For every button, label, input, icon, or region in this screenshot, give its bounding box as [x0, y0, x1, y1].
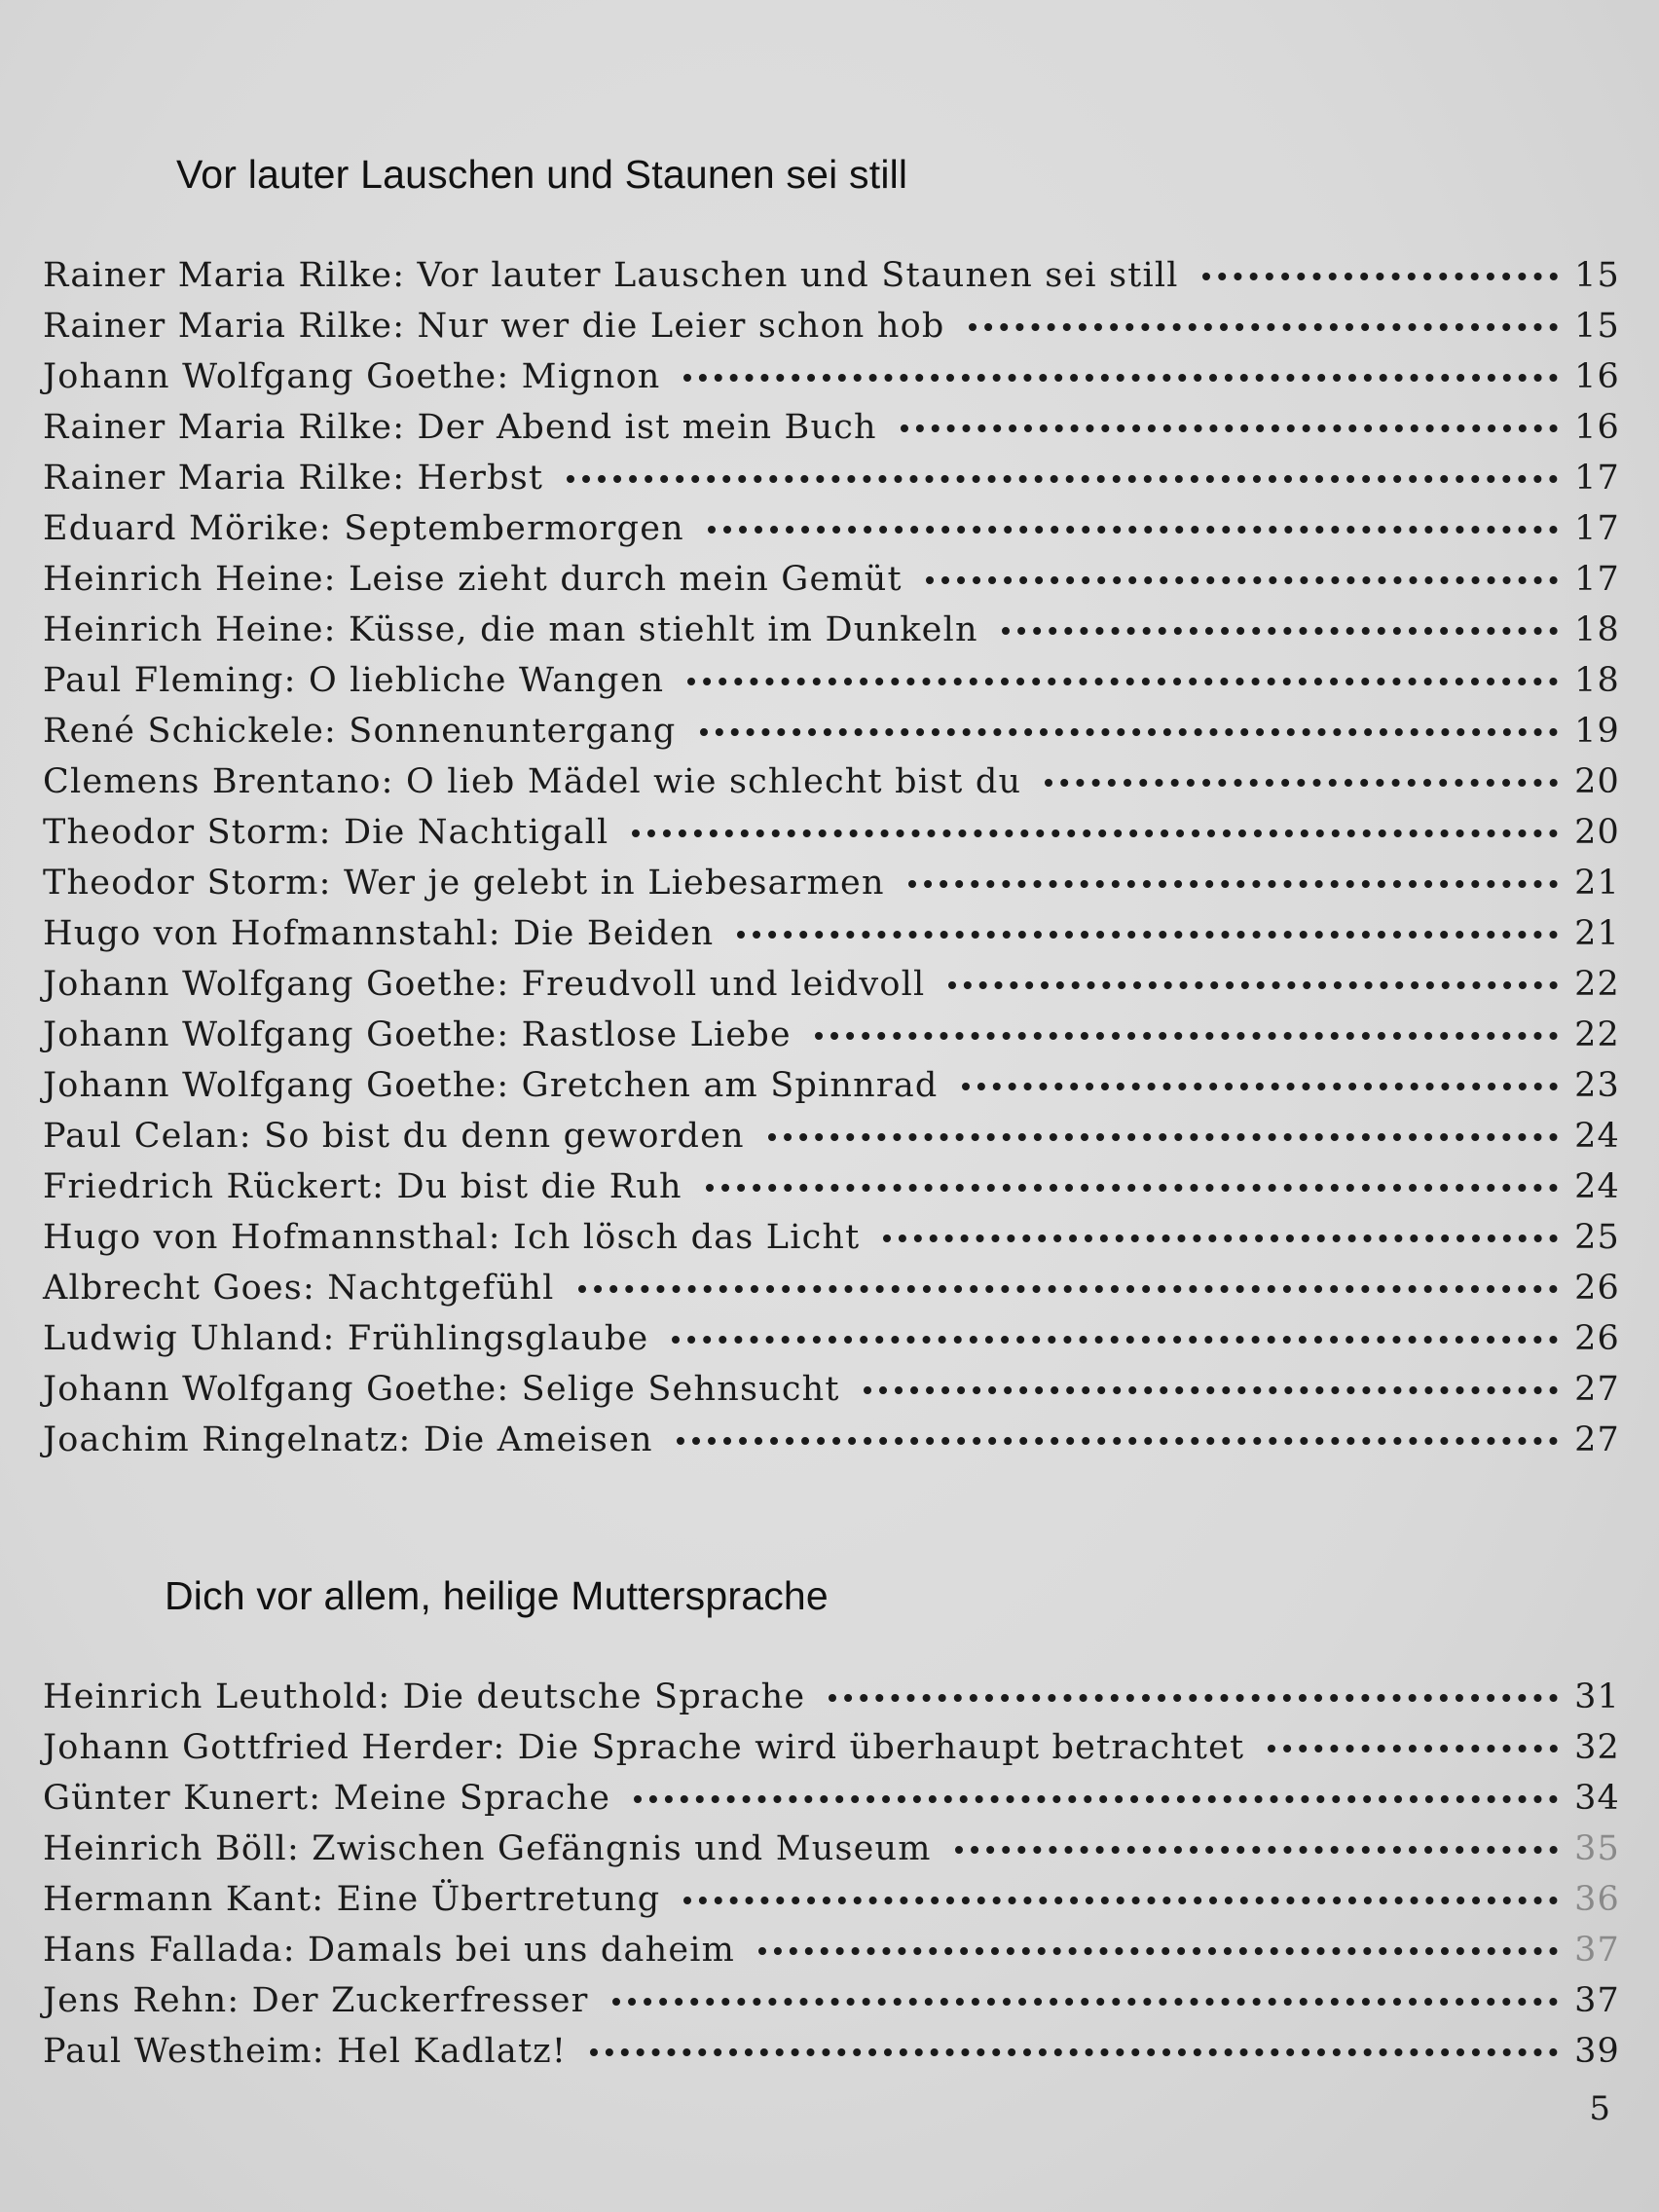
toc-entry	[43, 1167, 1620, 1218]
toc-entry	[43, 560, 1620, 610]
entry-title: Joachim Ringelnatz: Die Ameisen	[43, 1420, 653, 1459]
dot-leader	[768, 1133, 1558, 1141]
entry-page-number: 20	[1574, 813, 1620, 852]
toc-entry	[43, 1066, 1620, 1117]
toc-entry	[43, 256, 1620, 307]
entry-page-number: 35	[1574, 1829, 1620, 1868]
entry-page-number: 17	[1574, 560, 1620, 599]
dot-leader	[590, 2048, 1558, 2056]
entry-title: Theodor Storm: Wer je gelebt in Liebesarmen	[43, 864, 885, 903]
toc-entry	[43, 1420, 1620, 1471]
entry-title: Theodor Storm: Die Nachtigall	[43, 813, 609, 852]
entry-title: Rainer Maria Rilke: Herbst	[43, 459, 544, 498]
toc-entry	[43, 1880, 1620, 1931]
entry-page-number: 26	[1574, 1319, 1620, 1358]
entry-title: Clemens Brentano: O lieb Mädel wie schlecht bist du	[43, 762, 1022, 801]
toc-entry	[43, 1829, 1620, 1880]
toc-entry	[43, 712, 1620, 762]
dot-leader	[634, 1795, 1558, 1803]
dot-leader	[672, 1336, 1558, 1344]
dot-leader	[901, 424, 1558, 432]
entry-title: Ludwig Uhland: Frühlingsglaube	[43, 1319, 649, 1358]
toc-entry	[43, 1779, 1620, 1829]
entry-page-number: 39	[1574, 2032, 1620, 2071]
entry-title: Hugo von Hofmannsthal: Ich lösch das Licht	[43, 1218, 861, 1257]
entry-title: Heinrich Heine: Küsse, die man stiehlt im Dunkeln	[43, 610, 978, 649]
toc-entry	[43, 1677, 1620, 1728]
toc-entry	[43, 1015, 1620, 1066]
entry-title: Hermann Kant: Eine Übertretung	[43, 1880, 661, 1919]
entry-title: Johann Wolfgang Goethe: Rastlose Liebe	[43, 1015, 792, 1054]
toc-entry	[43, 307, 1620, 357]
entry-title: Johann Wolfgang Goethe: Selige Sehnsucht	[43, 1370, 840, 1409]
entry-page-number: 19	[1574, 712, 1620, 751]
entry-title: René Schickele: Sonnenuntergang	[43, 712, 677, 751]
toc-entry	[43, 661, 1620, 712]
dot-leader	[708, 526, 1558, 534]
dot-leader	[1268, 1745, 1558, 1752]
entry-page-number: 17	[1574, 509, 1620, 548]
entry-title: Heinrich Heine: Leise zieht durch mein Gemüt	[43, 560, 903, 599]
dot-leader	[706, 1184, 1558, 1192]
toc-entry	[43, 357, 1620, 408]
entry-page-number: 16	[1574, 357, 1620, 396]
toc-entry	[43, 864, 1620, 914]
dot-leader	[737, 931, 1558, 939]
dot-leader	[829, 1694, 1558, 1702]
section-title: Vor lauter Lauschen und Staunen sei still	[176, 152, 908, 197]
entry-title: Günter Kunert: Meine Sprache	[43, 1779, 611, 1818]
entry-page-number: 37	[1574, 1931, 1620, 1970]
section-title: Dich vor allem, heilige Muttersprache	[165, 1573, 829, 1618]
toc-entry	[43, 509, 1620, 560]
dot-leader	[948, 981, 1558, 989]
toc-entry	[43, 1981, 1620, 2032]
toc-entry	[43, 1269, 1620, 1319]
toc-entry	[43, 813, 1620, 864]
dot-leader	[969, 323, 1559, 331]
dot-leader	[1045, 779, 1558, 787]
entry-page-number: 36	[1574, 1880, 1620, 1919]
dot-leader	[883, 1235, 1558, 1242]
dot-leader	[908, 880, 1558, 888]
entry-title: Rainer Maria Rilke: Vor lauter Lauschen und Staunen sei still	[43, 256, 1179, 295]
toc-list	[43, 1677, 1620, 2083]
dot-leader	[632, 830, 1558, 837]
entry-page-number: 27	[1574, 1370, 1620, 1409]
toc-entry	[43, 914, 1620, 965]
entry-page-number: 18	[1574, 661, 1620, 700]
dot-leader	[567, 475, 1558, 483]
dot-leader	[578, 1285, 1558, 1293]
entry-title: Hugo von Hofmannstahl: Die Beiden	[43, 914, 715, 953]
entry-title: Friedrich Rückert: Du bist die Ruh	[43, 1167, 682, 1206]
entry-page-number: 18	[1574, 610, 1620, 649]
toc-entry	[43, 2032, 1620, 2083]
toc-entry	[43, 459, 1620, 509]
entry-page-number: 15	[1574, 307, 1620, 346]
entry-page-number: 37	[1574, 1981, 1620, 2020]
entry-page-number: 20	[1574, 762, 1620, 801]
entry-title: Heinrich Leuthold: Die deutsche Sprache	[43, 1677, 806, 1716]
dot-leader	[1202, 273, 1558, 280]
dot-leader	[1002, 627, 1558, 635]
entry-title: Heinrich Böll: Zwischen Gefängnis und Museum	[43, 1829, 932, 1868]
entry-page-number: 31	[1574, 1677, 1620, 1716]
toc-entry	[43, 1117, 1620, 1167]
dot-leader	[677, 1437, 1558, 1445]
toc-entry	[43, 1218, 1620, 1269]
toc-entry	[43, 1370, 1620, 1420]
toc-entry	[43, 965, 1620, 1015]
entry-page-number: 24	[1574, 1117, 1620, 1156]
entry-title: Albrecht Goes: Nachtgefühl	[43, 1269, 555, 1308]
entry-title: Johann Gottfried Herder: Die Sprache wird überhaupt betrachtet	[43, 1728, 1245, 1767]
entry-page-number: 16	[1574, 408, 1620, 447]
toc-entry	[43, 1319, 1620, 1370]
toc-section	[43, 152, 1620, 1471]
entry-title: Rainer Maria Rilke: Der Abend ist mein Buch	[43, 408, 877, 447]
entry-title: Paul Fleming: O liebliche Wangen	[43, 661, 665, 700]
entry-title: Johann Wolfgang Goethe: Mignon	[43, 357, 661, 396]
entry-page-number: 26	[1574, 1269, 1620, 1308]
entry-title: Johann Wolfgang Goethe: Gretchen am Spinnrad	[43, 1066, 939, 1105]
entry-page-number: 22	[1574, 1015, 1620, 1054]
dot-leader	[758, 1947, 1558, 1955]
entry-page-number: 27	[1574, 1420, 1620, 1459]
entry-page-number: 34	[1574, 1779, 1620, 1818]
toc-entry	[43, 1728, 1620, 1779]
dot-leader	[864, 1386, 1558, 1394]
dot-leader	[687, 678, 1558, 685]
entry-title: Rainer Maria Rilke: Nur wer die Leier schon hob	[43, 307, 945, 346]
entry-page-number: 22	[1574, 965, 1620, 1004]
toc-entry	[43, 408, 1620, 459]
entry-page-number: 24	[1574, 1167, 1620, 1206]
dot-leader	[612, 1998, 1558, 2006]
dot-leader	[962, 1083, 1559, 1090]
toc-entry	[43, 1931, 1620, 1981]
dot-leader	[815, 1032, 1558, 1040]
entry-title: Paul Westheim: Hel Kadlatz!	[43, 2032, 568, 2071]
toc-list	[43, 256, 1620, 1471]
dot-leader	[955, 1846, 1558, 1854]
dot-leader	[700, 728, 1558, 736]
entry-title: Eduard Mörike: Septembermorgen	[43, 509, 684, 548]
dot-leader	[926, 576, 1558, 584]
dot-leader	[683, 1897, 1558, 1904]
entry-page-number: 21	[1574, 914, 1620, 953]
entry-title: Hans Fallada: Damals bei uns daheim	[43, 1931, 736, 1970]
folio-page-number: 5	[1589, 2089, 1610, 2128]
entry-title: Paul Celan: So bist du denn geworden	[43, 1117, 745, 1156]
entry-page-number: 21	[1574, 864, 1620, 903]
entry-page-number: 17	[1574, 459, 1620, 498]
dot-leader	[683, 374, 1558, 382]
entry-page-number: 32	[1574, 1728, 1620, 1767]
toc-section	[43, 1573, 1620, 2083]
entry-page-number: 15	[1574, 256, 1620, 295]
entry-page-number: 25	[1574, 1218, 1620, 1257]
entry-page-number: 23	[1574, 1066, 1620, 1105]
toc-entry	[43, 610, 1620, 661]
toc-entry	[43, 762, 1620, 813]
entry-title: Johann Wolfgang Goethe: Freudvoll und leidvoll	[43, 965, 926, 1004]
entry-title: Jens Rehn: Der Zuckerfresser	[43, 1981, 589, 2020]
